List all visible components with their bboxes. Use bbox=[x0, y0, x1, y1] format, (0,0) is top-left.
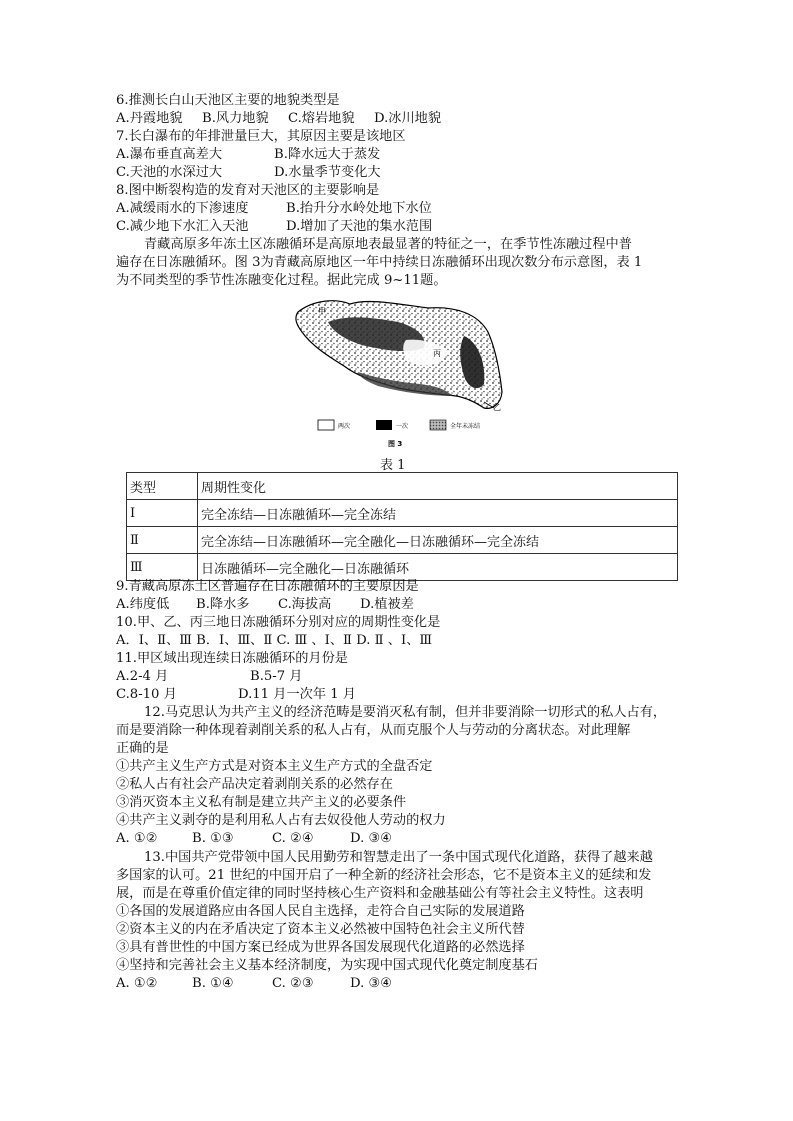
option-d: D.冰川地貌 bbox=[374, 111, 442, 126]
question-13-statement-1: ①各国的发展道路应由各国人民自主选择，走符合自己实际的发展道路 bbox=[116, 904, 525, 919]
question-13-options bbox=[116, 975, 392, 992]
option-a: A.瀑布垂直高差大 bbox=[116, 147, 223, 162]
option-a: A.2-4 月 bbox=[116, 669, 169, 684]
legend-label-one: 一次 bbox=[396, 423, 409, 430]
option-c: C.天池的水深过大 bbox=[116, 165, 223, 180]
option-b: B.5-7 月 bbox=[250, 669, 303, 684]
question-10-options: A．Ⅰ、Ⅱ、Ⅲ B．Ⅰ、Ⅲ、Ⅱ C. Ⅲ 、Ⅰ、Ⅱ D. Ⅱ 、Ⅰ、Ⅲ bbox=[116, 633, 433, 648]
question-13-statement-3: ③具有普世性的中国方案已经成为世界各国发展现代化道路的必然选择 bbox=[116, 940, 525, 955]
option-b: B.风力地貌 bbox=[202, 111, 269, 126]
option-c: C. ②③ bbox=[272, 976, 314, 991]
question-7-options-row2 bbox=[116, 164, 381, 181]
option-a: A. ①② bbox=[116, 831, 158, 846]
legend-label-two: 两次 bbox=[338, 423, 351, 430]
label-bing: 丙 bbox=[433, 349, 441, 358]
question-12-options bbox=[116, 830, 392, 847]
legend-swatch-unfrozen bbox=[430, 420, 446, 430]
question-6-stem: 6.推测长白山天池区主要的地貌类型是 bbox=[116, 93, 340, 108]
option-c: C.海拔高 bbox=[278, 597, 332, 612]
option-c: C.减少地下水汇入天池 bbox=[116, 219, 249, 234]
option-d: D. ③④ bbox=[350, 976, 393, 991]
option-c: C.熔岩地貌 bbox=[288, 111, 355, 126]
table-header-row bbox=[127, 473, 678, 500]
question-11-stem: 11.甲区域出现连续日冻融循环的月份是 bbox=[116, 651, 348, 666]
table-row bbox=[127, 500, 678, 527]
question-11-options-row1 bbox=[116, 668, 303, 685]
figure-3-map bbox=[288, 292, 510, 450]
option-a: A.减缓雨水的下渗速度 bbox=[116, 201, 249, 216]
option-b: B.降水多 bbox=[196, 597, 250, 612]
question-6-options bbox=[116, 110, 441, 127]
option-b: B.降水远大于蒸发 bbox=[274, 147, 381, 162]
question-7-options-row1 bbox=[116, 146, 380, 163]
option-a: A.丹霞地貌 bbox=[116, 111, 183, 126]
label-yi: 乙 bbox=[493, 403, 501, 412]
question-10-stem: 10.甲、乙、丙三地日冻融循环分别对应的周期性变化是 bbox=[116, 615, 441, 630]
figure-caption: 图 3 bbox=[388, 440, 403, 448]
option-b: B. ①④ bbox=[192, 976, 234, 991]
option-c: C. ②④ bbox=[272, 831, 314, 846]
option-d: D.增加了天池的集水范围 bbox=[286, 219, 433, 234]
question-13-stem: 13.中国共产党带领中国人民用勤劳和智慧走出了一条中国式现代化道路，获得了越来越 多国家的认可。21 世纪的中国开启了一种全新的经济社会形态，它不是资本主义的延续和发 展，而是在尊重价值定律的同时坚持核心生产资料和金融基础公有等社会主义特性。这表明 bbox=[116, 850, 653, 901]
header-type: 类型 bbox=[127, 473, 198, 500]
table-title: 表 1 bbox=[380, 458, 406, 473]
option-b: B. ①③ bbox=[192, 831, 234, 846]
option-a: A.纬度低 bbox=[116, 597, 170, 612]
row-type: Ⅰ bbox=[127, 500, 198, 527]
option-d: D.水量季节变化大 bbox=[274, 165, 381, 180]
question-7-stem: 7.长白瀑布的年排泄量巨大，其原因主要是该地区 bbox=[116, 129, 406, 144]
option-d: D. ③④ bbox=[350, 831, 393, 846]
question-12-statement-2: ②私人占有社会产品决定着剥削关系的必然存在 bbox=[116, 777, 393, 792]
row-change: 完全冻结—日冻融循环—完全融化—日冻融循环—完全冻结 bbox=[198, 527, 678, 554]
row-type: Ⅱ bbox=[127, 527, 198, 554]
passage-permafrost: 青藏高原多年冻土区冻融循环是高原地表最显著的特征之一，在季节性冻融过程中普 遍存在日冻融循环。图 3为青藏高原地区一年中持续日冻融循环出现次数分布示意图，表 1 为不同类型的季节性冻融变化过程。据此完成 9~11题。 bbox=[116, 237, 643, 288]
option-b: B.抬升分水岭处地下水位 bbox=[286, 201, 432, 216]
table-row bbox=[127, 554, 678, 581]
row-change: 日冻融循环—完全融化—日冻融循环 bbox=[198, 554, 678, 581]
question-8-options-row2 bbox=[116, 218, 432, 235]
question-12-statement-3: ③消灭资本主义私有制是建立共产主义的必要条件 bbox=[116, 795, 407, 810]
table-row bbox=[127, 527, 678, 554]
question-12-statement-1: ①共产主义生产方式是对资本主义生产方式的全盘否定 bbox=[116, 759, 433, 774]
legend-swatch-one bbox=[376, 420, 392, 430]
question-9-options bbox=[116, 596, 414, 613]
question-12-stem: 12.马克思认为共产主义的经济范畴是要消灭私有制，但并非要消除一切形式的私人占有， 而是要消除一种体现着剥削关系的私人占有，从而克服个人与劳动的分离状态。对此理解 正确的是 bbox=[116, 705, 667, 756]
question-13-statement-2: ②资本主义的内在矛盾决定了资本主义必然被中国特色社会主义所代替 bbox=[116, 922, 525, 937]
legend-swatch-two bbox=[318, 420, 334, 430]
question-13-statement-4: ④坚持和完善社会主义基本经济制度，为实现中国式现代化奠定制度基石 bbox=[116, 958, 538, 973]
question-12-statement-4: ④共产主义剥夺的是利用私人占有去奴役他人劳动的权力 bbox=[116, 813, 446, 828]
header-change: 周期性变化 bbox=[198, 473, 678, 500]
label-jia: 甲 bbox=[318, 307, 326, 316]
option-d: D.11 月一次年 1 月 bbox=[238, 687, 356, 702]
question-11-options-row2 bbox=[116, 686, 356, 703]
table-1 bbox=[126, 472, 678, 581]
question-8-stem: 8.图中断裂构造的发育对天池区的主要影响是 bbox=[116, 183, 380, 198]
row-change: 完全冻结—日冻融循环—完全冻结 bbox=[198, 500, 678, 527]
option-d: D.植被差 bbox=[360, 597, 414, 612]
legend-label-unfrozen: 全年未冻结 bbox=[450, 423, 481, 430]
question-9-stem: 9.青藏高原冻土区普遍存在日冻融循环的主要原因是 bbox=[116, 579, 419, 594]
question-8-options-row1 bbox=[116, 200, 432, 217]
row-type: Ⅲ bbox=[127, 554, 198, 581]
option-c: C.8-10 月 bbox=[116, 687, 177, 702]
option-a: A. ①② bbox=[116, 976, 158, 991]
